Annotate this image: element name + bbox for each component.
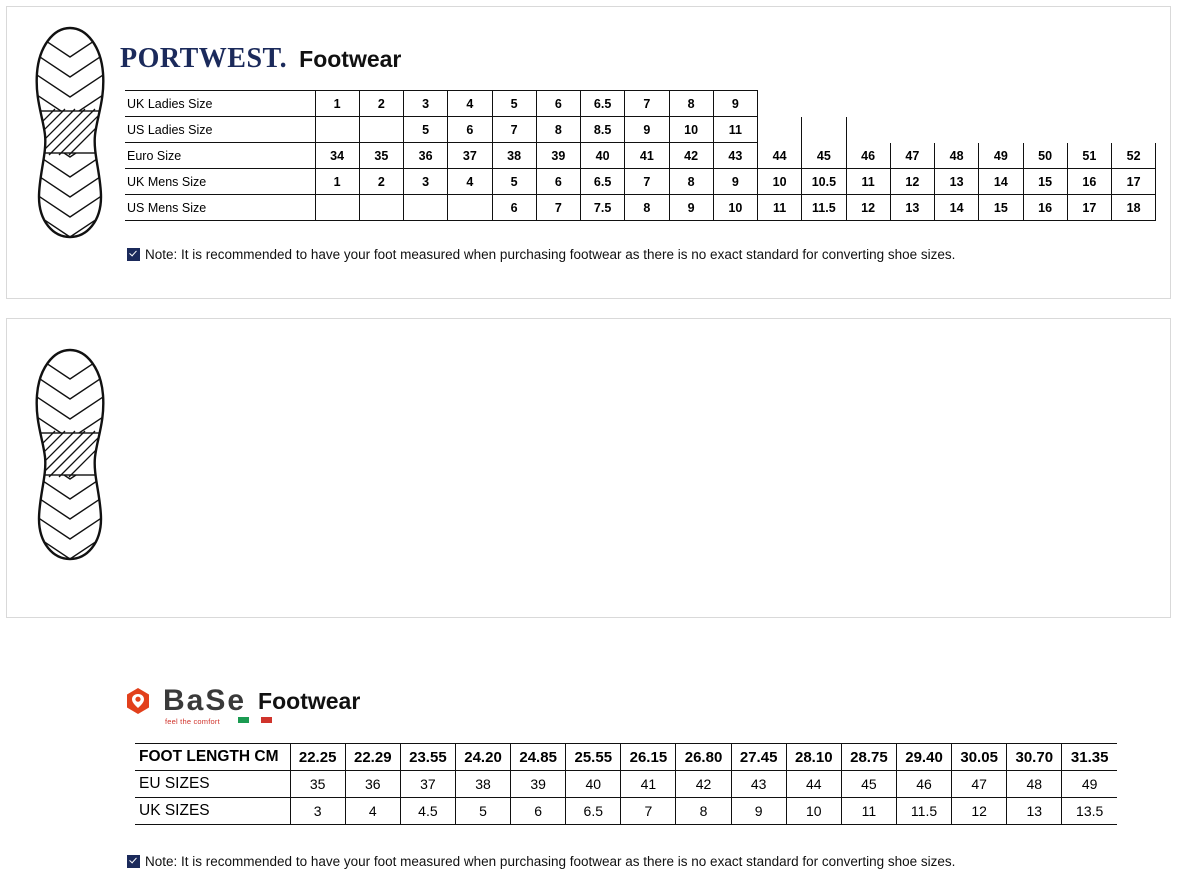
- table-cell: 1: [315, 169, 359, 195]
- table-cell: 6: [536, 169, 580, 195]
- table-cell: 46: [846, 143, 890, 169]
- table-cell: 49: [1062, 771, 1117, 798]
- table-cell: 17: [1112, 169, 1156, 195]
- table-cell: [935, 91, 979, 117]
- table-cell: 22.25: [290, 744, 345, 771]
- table-cell: 7: [492, 117, 536, 143]
- table-cell: 11: [713, 117, 757, 143]
- table-cell: 30.05: [952, 744, 1007, 771]
- table-cell: 8: [676, 798, 731, 825]
- table-cell: 28.75: [841, 744, 896, 771]
- base-header: [125, 686, 360, 716]
- table-cell: [758, 91, 802, 117]
- table-cell: 46: [896, 771, 951, 798]
- portwest-logo-text: PORTWEST: [120, 43, 280, 74]
- row-label: US Ladies Size: [125, 117, 315, 143]
- table-cell: [1067, 91, 1111, 117]
- table-cell: 17: [1067, 195, 1111, 221]
- table-cell: 11: [758, 195, 802, 221]
- table-cell: 16: [1023, 195, 1067, 221]
- table-cell: [404, 195, 448, 221]
- table-cell: 24.20: [455, 744, 510, 771]
- table-row: [135, 798, 1117, 825]
- row-label: EU SIZES: [135, 771, 290, 798]
- table-cell: [890, 117, 934, 143]
- table-cell: 47: [952, 771, 1007, 798]
- table-cell: 23.55: [400, 744, 455, 771]
- table-cell: 47: [890, 143, 934, 169]
- table-cell: 9: [713, 91, 757, 117]
- table-cell: 44: [786, 771, 841, 798]
- table-cell: 7: [625, 91, 669, 117]
- table-cell: 29.40: [896, 744, 951, 771]
- table-cell: 35: [359, 143, 403, 169]
- table-cell: 7: [536, 195, 580, 221]
- table-cell: 18: [1112, 195, 1156, 221]
- shoe-sole-illustration-base: [29, 347, 111, 562]
- table-cell: 39: [536, 143, 580, 169]
- table-cell: 15: [979, 195, 1023, 221]
- table-cell: 4.5: [400, 798, 455, 825]
- table-cell: 25.55: [566, 744, 621, 771]
- table-cell: 37: [400, 771, 455, 798]
- table-cell: 7: [625, 169, 669, 195]
- table-cell: 36: [345, 771, 400, 798]
- row-label: UK Mens Size: [125, 169, 315, 195]
- table-cell: 24.85: [511, 744, 566, 771]
- row-label: FOOT LENGTH CM: [135, 744, 290, 771]
- table-cell: 48: [935, 143, 979, 169]
- table-cell: 38: [455, 771, 510, 798]
- table-cell: [1023, 117, 1067, 143]
- table-cell: 3: [404, 169, 448, 195]
- base-logo-text: BaSe: [163, 684, 247, 717]
- table-cell: 40: [566, 771, 621, 798]
- checkbox-icon: [127, 855, 140, 868]
- portwest-size-chart-panel: [6, 6, 1171, 299]
- portwest-header: [120, 43, 401, 75]
- table-cell: 16: [1067, 169, 1111, 195]
- table-cell: [979, 91, 1023, 117]
- table-cell: 11.5: [802, 195, 846, 221]
- base-note: [127, 854, 955, 869]
- table-cell: 43: [731, 771, 786, 798]
- table-cell: [1112, 91, 1156, 117]
- table-cell: [979, 117, 1023, 143]
- table-row: [125, 91, 1156, 117]
- table-cell: 10: [758, 169, 802, 195]
- table-cell: 5: [455, 798, 510, 825]
- table-cell: 5: [404, 117, 448, 143]
- table-row: [125, 195, 1156, 221]
- table-row: [125, 117, 1156, 143]
- table-cell: 7.5: [581, 195, 625, 221]
- table-cell: [448, 195, 492, 221]
- table-cell: 40: [581, 143, 625, 169]
- table-cell: 4: [448, 91, 492, 117]
- table-cell: 42: [669, 143, 713, 169]
- table-cell: 6.5: [581, 91, 625, 117]
- table-cell: [802, 91, 846, 117]
- table-cell: 8: [625, 195, 669, 221]
- table-cell: 6: [511, 798, 566, 825]
- note-text: Note: It is recommended to have your foot measured when purchasing footwear as there is no exact standard for converting shoe sizes.: [145, 854, 956, 869]
- table-cell: 50: [1023, 143, 1067, 169]
- table-cell: [1112, 117, 1156, 143]
- table-cell: 10: [786, 798, 841, 825]
- table-cell: 12: [846, 195, 890, 221]
- table-cell: 27.45: [731, 744, 786, 771]
- table-cell: 3: [290, 798, 345, 825]
- table-cell: 7: [621, 798, 676, 825]
- table-cell: 12: [952, 798, 1007, 825]
- table-cell: 39: [511, 771, 566, 798]
- table-cell: 44: [758, 143, 802, 169]
- table-cell: 8: [669, 91, 713, 117]
- table-cell: 26.15: [621, 744, 676, 771]
- table-row: [125, 143, 1156, 169]
- table-cell: 43: [713, 143, 757, 169]
- base-size-chart-panel: [6, 318, 1171, 869]
- table-cell: 26.80: [676, 744, 731, 771]
- row-label: UK SIZES: [135, 798, 290, 825]
- table-row: [135, 771, 1117, 798]
- table-cell: 5: [492, 91, 536, 117]
- table-cell: 2: [359, 91, 403, 117]
- table-cell: 51: [1067, 143, 1111, 169]
- table-cell: 15: [1023, 169, 1067, 195]
- table-cell: 48: [1007, 771, 1062, 798]
- table-cell: 8: [669, 169, 713, 195]
- table-cell: 13: [935, 169, 979, 195]
- table-cell: 8: [536, 117, 580, 143]
- table-cell: 10: [669, 117, 713, 143]
- table-cell: 49: [979, 143, 1023, 169]
- table-cell: [758, 117, 802, 143]
- table-cell: [846, 117, 890, 143]
- table-cell: 52: [1112, 143, 1156, 169]
- row-label: Euro Size: [125, 143, 315, 169]
- table-row: [125, 169, 1156, 195]
- table-cell: 2: [359, 169, 403, 195]
- table-cell: [1067, 117, 1111, 143]
- table-cell: [315, 117, 359, 143]
- table-cell: 12: [890, 169, 934, 195]
- note-text: Note: It is recommended to have your foot measured when purchasing footwear as there is no exact standard for converting shoe sizes.: [145, 247, 956, 262]
- table-row: [135, 744, 1117, 771]
- table-cell: 1: [315, 91, 359, 117]
- checkbox-icon: [127, 248, 140, 261]
- table-cell: [802, 117, 846, 143]
- table-cell: [315, 195, 359, 221]
- table-cell: 13.5: [1062, 798, 1117, 825]
- table-cell: 10.5: [802, 169, 846, 195]
- portwest-logo: [120, 43, 287, 75]
- portwest-logo-dot: .: [279, 43, 288, 74]
- table-cell: 9: [731, 798, 786, 825]
- table-cell: 13: [890, 195, 934, 221]
- table-cell: 41: [625, 143, 669, 169]
- base-tagline: feel the comfort: [165, 717, 220, 726]
- table-cell: 9: [713, 169, 757, 195]
- table-cell: 31.35: [1062, 744, 1117, 771]
- table-cell: 14: [935, 195, 979, 221]
- table-cell: 6.5: [581, 169, 625, 195]
- row-label: UK Ladies Size: [125, 91, 315, 117]
- portwest-section-title: Footwear: [299, 46, 402, 72]
- table-cell: [935, 117, 979, 143]
- table-cell: 22.29: [345, 744, 400, 771]
- table-cell: 37: [448, 143, 492, 169]
- table-cell: 5: [492, 169, 536, 195]
- base-size-table: [135, 743, 1117, 825]
- table-cell: [890, 91, 934, 117]
- table-cell: 6: [448, 117, 492, 143]
- table-cell: 9: [669, 195, 713, 221]
- table-cell: [1023, 91, 1067, 117]
- table-cell: 41: [621, 771, 676, 798]
- table-cell: 28.10: [786, 744, 841, 771]
- shoe-sole-illustration-portwest: [29, 25, 111, 240]
- table-cell: 45: [802, 143, 846, 169]
- table-cell: 35: [290, 771, 345, 798]
- table-cell: 34: [315, 143, 359, 169]
- table-cell: 11: [841, 798, 896, 825]
- table-cell: 10: [713, 195, 757, 221]
- table-cell: 45: [841, 771, 896, 798]
- table-cell: 13: [1007, 798, 1062, 825]
- row-label: US Mens Size: [125, 195, 315, 221]
- table-cell: 3: [404, 91, 448, 117]
- table-cell: 8.5: [581, 117, 625, 143]
- table-cell: 42: [676, 771, 731, 798]
- table-cell: 11: [846, 169, 890, 195]
- table-cell: [359, 195, 403, 221]
- table-cell: 14: [979, 169, 1023, 195]
- table-cell: 6.5: [566, 798, 621, 825]
- table-cell: 36: [404, 143, 448, 169]
- italy-flag-icon: [238, 717, 272, 723]
- table-cell: 30.70: [1007, 744, 1062, 771]
- portwest-size-table: [125, 90, 1156, 221]
- table-cell: 11.5: [896, 798, 951, 825]
- base-section-title: Footwear: [258, 687, 361, 714]
- table-cell: [359, 117, 403, 143]
- table-cell: 4: [448, 169, 492, 195]
- table-cell: [846, 91, 890, 117]
- table-cell: 4: [345, 798, 400, 825]
- table-cell: 38: [492, 143, 536, 169]
- table-cell: 6: [536, 91, 580, 117]
- base-logo-icon: [125, 687, 151, 715]
- table-cell: 6: [492, 195, 536, 221]
- table-cell: 9: [625, 117, 669, 143]
- portwest-note: [127, 247, 955, 262]
